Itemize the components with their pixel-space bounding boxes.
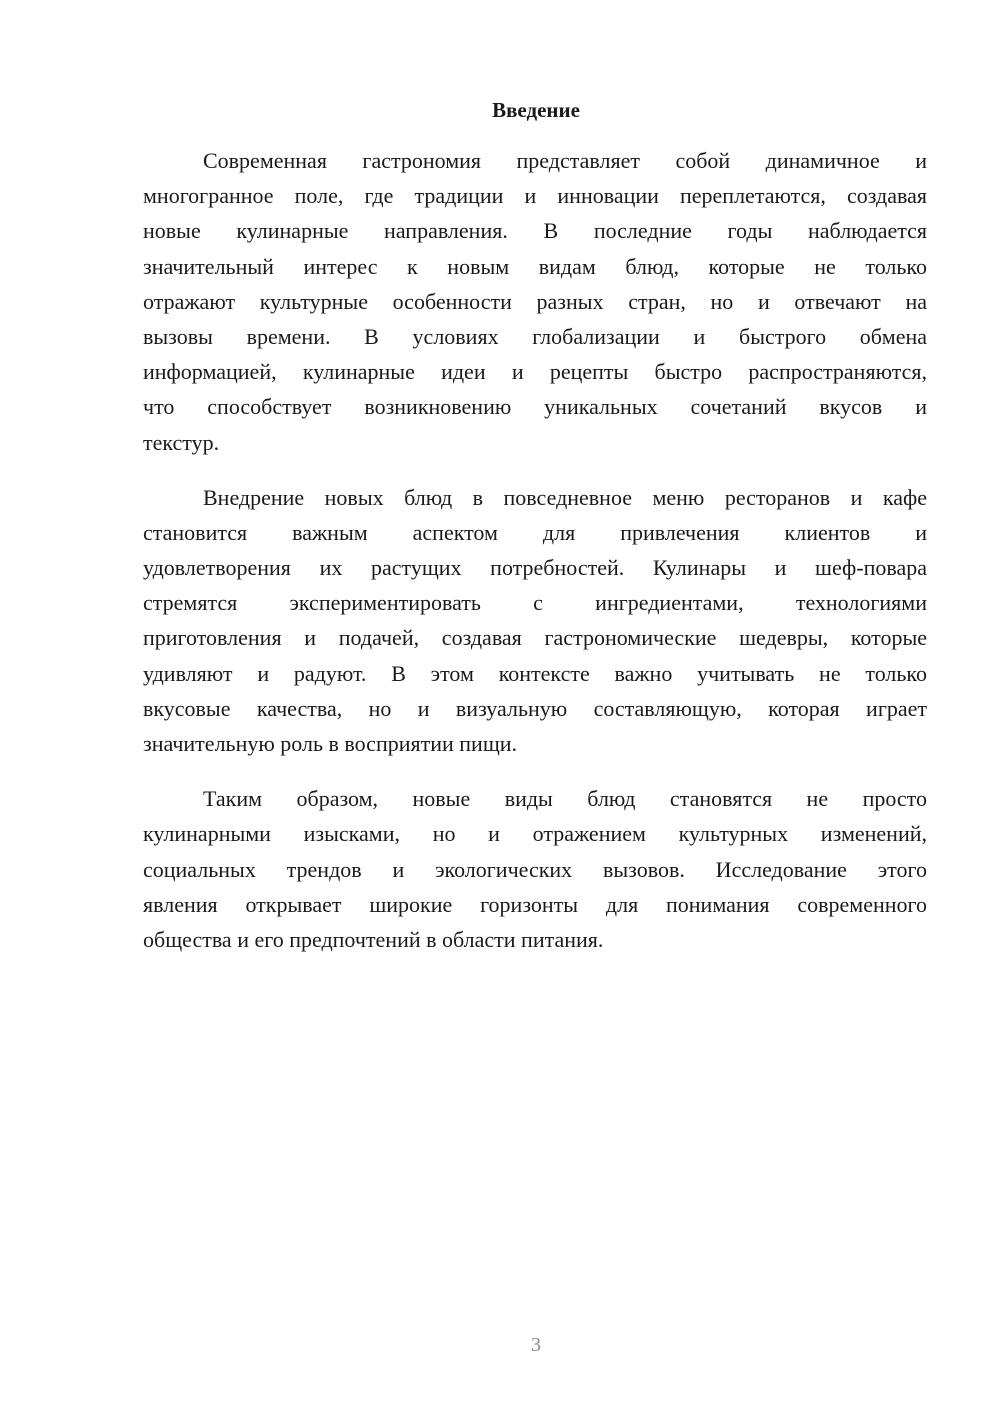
text-line: отражают культурные особенности разных стран, но и отвечают на xyxy=(143,288,927,314)
text-line: явления открывает широкие горизонты для понимания современного xyxy=(143,891,927,917)
document-body xyxy=(143,143,927,977)
text-line: стремятся экспериментировать с ингредиентами, технологиями xyxy=(143,590,927,616)
text-line: социальных трендов и экологических вызовов. Исследование этого xyxy=(143,856,927,882)
text-line: становится важным аспектом для привлечения клиентов и xyxy=(143,519,927,545)
text-line: общества и его предпочтений в области питания. xyxy=(143,926,604,952)
text-line: вызовы времени. В условиях глобализации и быстрого обмена xyxy=(143,323,927,349)
text-line: значительную роль в восприятии пищи. xyxy=(143,731,518,756)
text-line: Таким образом, новые виды блюд становятся не просто xyxy=(203,786,927,812)
text-line: Внедрение новых блюд в повседневное меню ресторанов и кафе xyxy=(203,484,927,510)
text-line: текстур. xyxy=(143,429,220,455)
page-number: 3 xyxy=(531,1334,541,1356)
text-line: новые кулинарные направления. В последние годы наблюдается xyxy=(143,218,927,244)
paragraph xyxy=(143,143,927,460)
paragraph xyxy=(143,781,927,957)
text-line: удивляют и радуют. В этом контексте важно учитывать не только xyxy=(143,660,927,686)
text-line: многогранное поле, где традиции и инновации переплетаются, создавая xyxy=(143,183,927,209)
text-line: вкусовые качества, но и визуальную составляющую, которая играет xyxy=(143,695,927,721)
text-line: что способствует возникновению уникальных сочетаний вкусов и xyxy=(143,394,927,420)
text-line: удовлетворения их растущих потребностей. Кулинары и шеф-повара xyxy=(143,555,927,581)
section-title: Введение xyxy=(492,98,580,122)
text-line: информацией, кулинарные идеи и рецепты быстро распространяются, xyxy=(143,359,927,385)
paragraph xyxy=(143,480,927,762)
text-line: кулинарными изысками, но и отражением культурных изменений, xyxy=(143,821,927,847)
text-line: приготовления и подачей, создавая гастрономические шедевры, которые xyxy=(143,625,927,651)
text-line: значительный интерес к новым видам блюд, которые не только xyxy=(143,253,927,279)
text-line: Современная гастрономия представляет собой динамичное и xyxy=(203,148,927,173)
